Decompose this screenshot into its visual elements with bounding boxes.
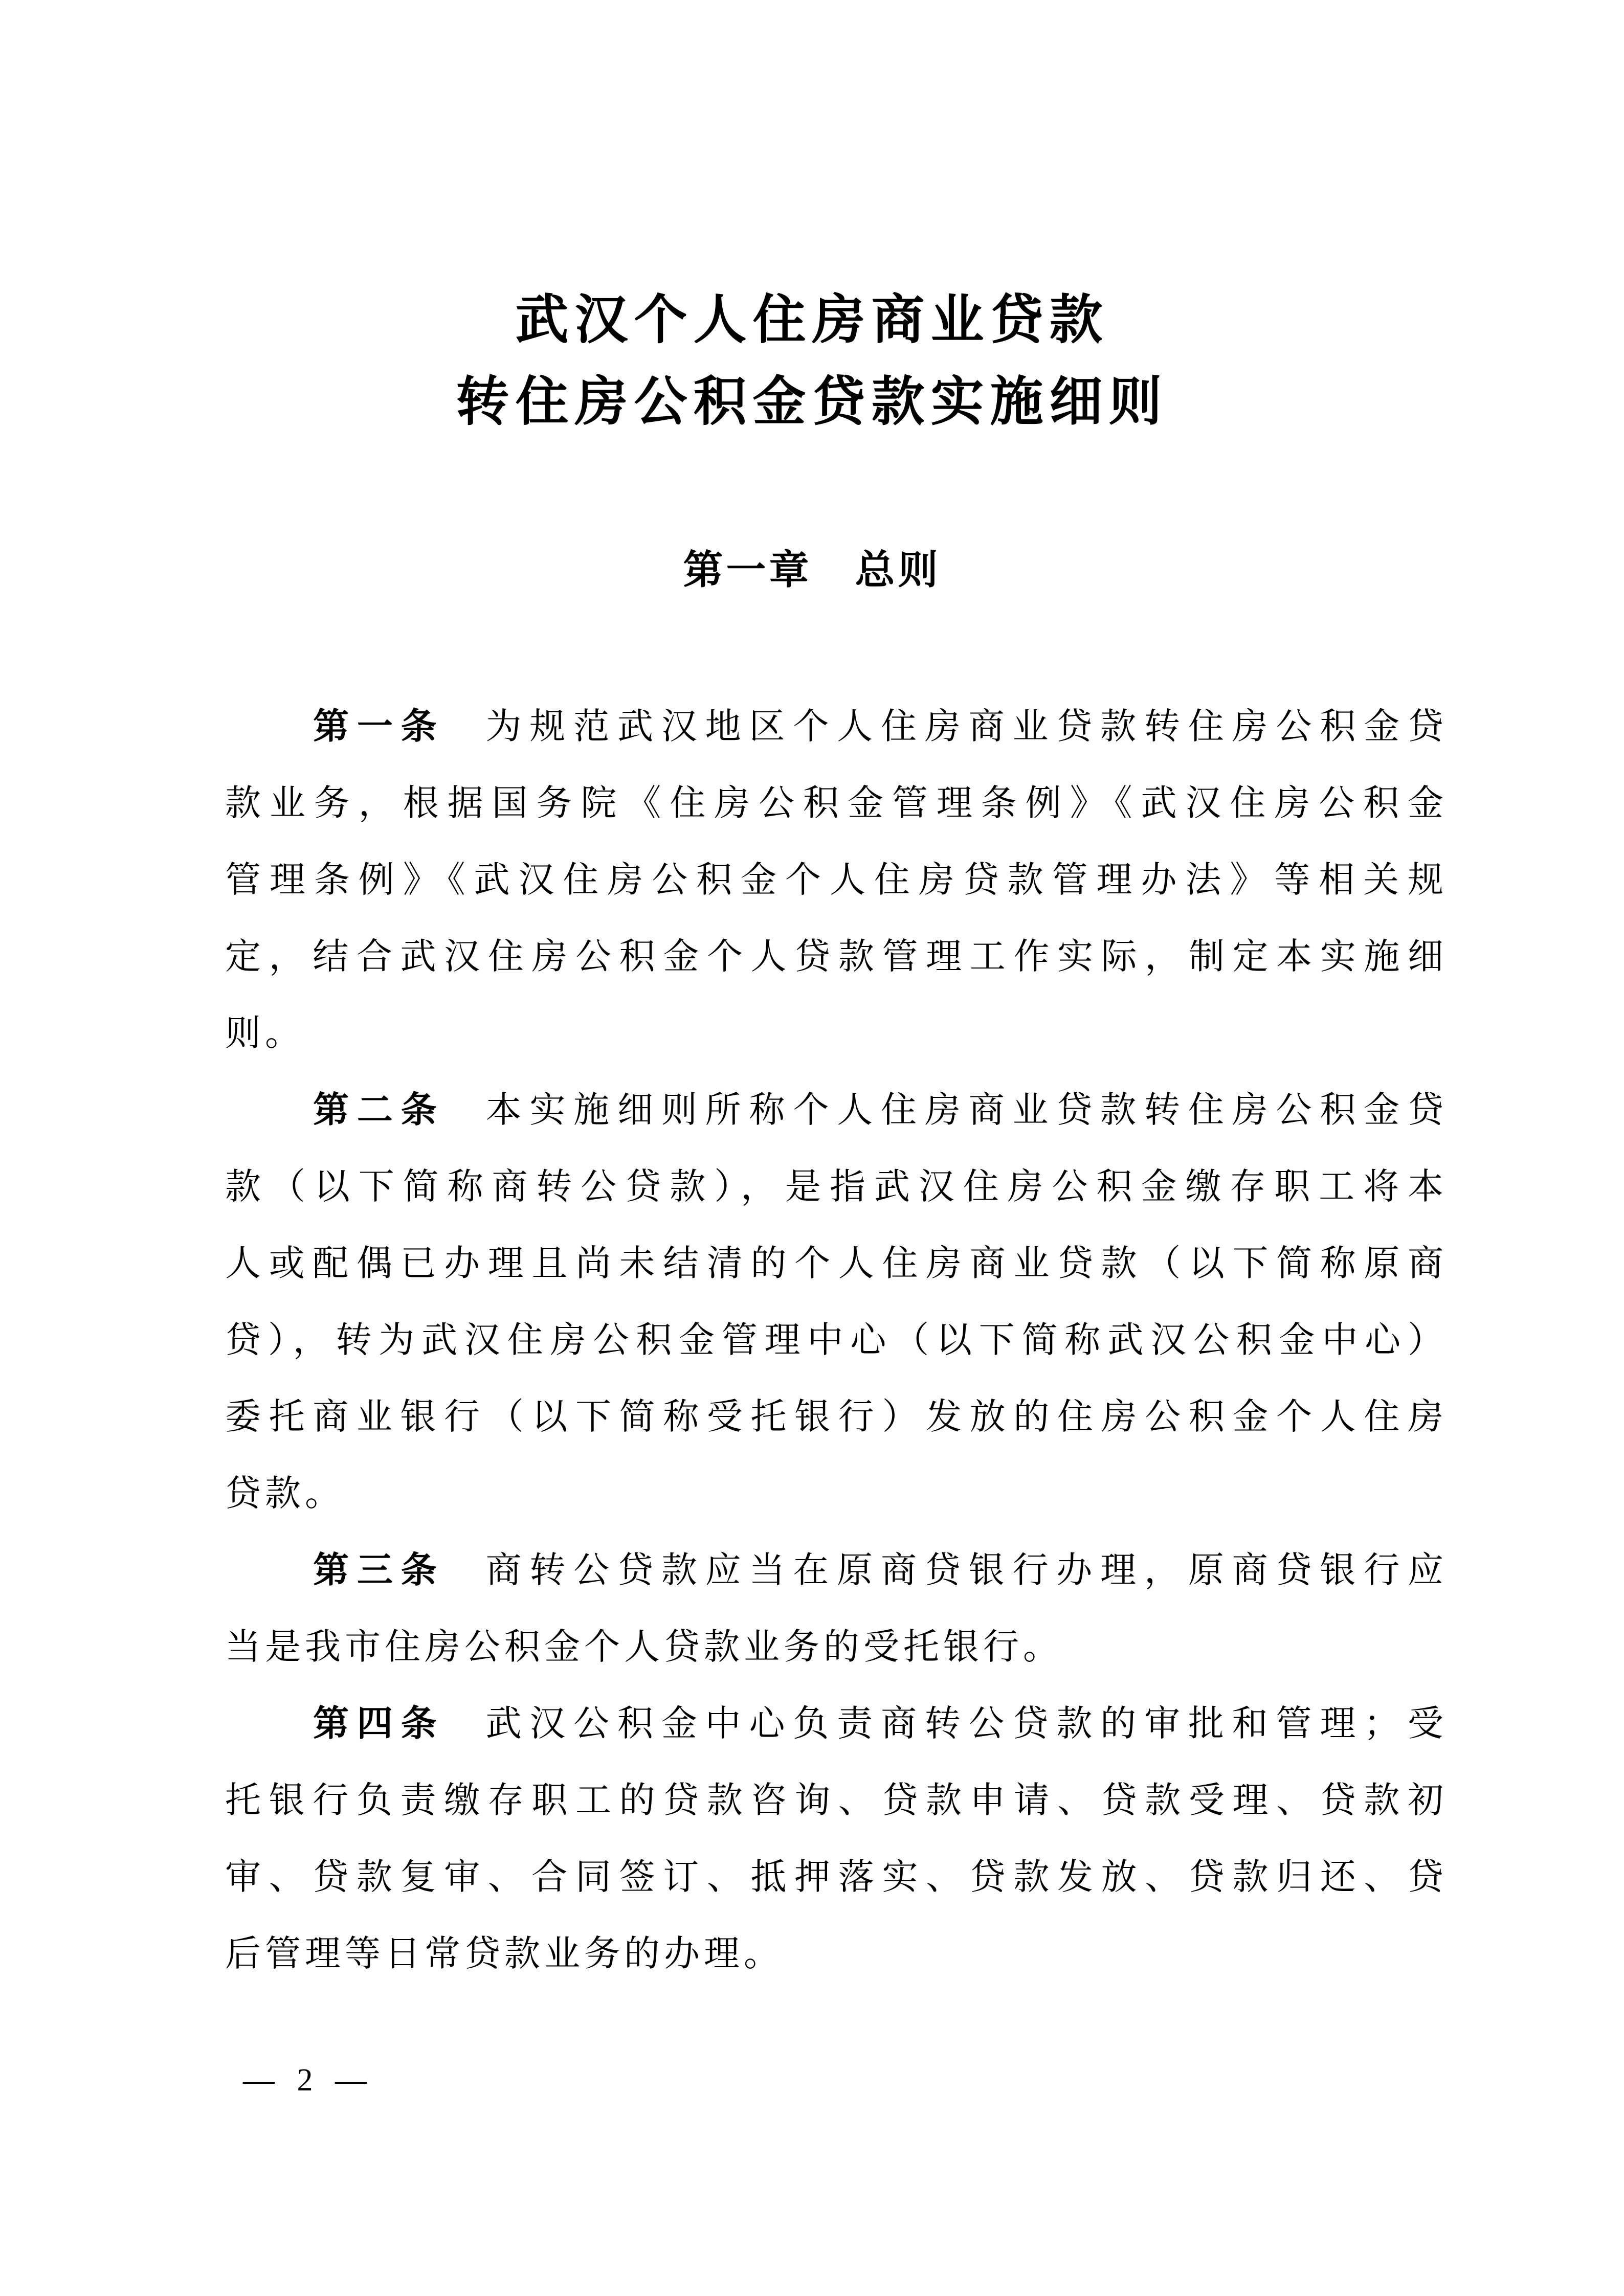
paragraph-line: 委托商业银行（以下简称受托银行）发放的住房公积金个人住房 bbox=[225, 1395, 1448, 1437]
paragraph-line-text: 为规范武汉地区个人住房商业贷款转住房公积金贷 bbox=[485, 705, 1448, 747]
paragraph-line: 贷款。 bbox=[225, 1472, 345, 1514]
article-number: 第二条 bbox=[313, 1089, 445, 1131]
document-title bbox=[0, 279, 1624, 442]
article-4 bbox=[225, 1685, 1448, 1992]
paragraph-line: 当是我市住房公积金个人贷款业务的受托银行。 bbox=[225, 1626, 1063, 1668]
article-number: 第三条 bbox=[313, 1549, 445, 1591]
paragraph-line bbox=[225, 688, 1448, 764]
paragraph-line bbox=[225, 1685, 1448, 1762]
paragraph-line-text: 本实施细则所称个人住房商业贷款转住房公积金贷 bbox=[485, 1089, 1448, 1131]
page-number-footer: — 2 — bbox=[243, 2063, 374, 2098]
paragraph-line: 审、贷款复审、合同签订、抵押落实、贷款发放、贷款归还、贷 bbox=[225, 1856, 1448, 1898]
article-3 bbox=[225, 1532, 1448, 1685]
paragraph-line: 款（以下简称商转公贷款），是指武汉住房公积金缴存职工将本 bbox=[225, 1165, 1448, 1207]
paragraph-line: 人或配偶已办理且尚未结清的个人住房商业贷款（以下简称原商 bbox=[225, 1242, 1448, 1284]
paragraph-line-text: 商转公贷款应当在原商贷银行办理，原商贷银行应 bbox=[485, 1549, 1448, 1591]
paragraph-line: 定，结合武汉住房公积金个人贷款管理工作实际，制定本实施细 bbox=[225, 935, 1448, 977]
paragraph-line: 管理条例》《武汉住房公积金个人住房贷款管理办法》等相关规 bbox=[225, 859, 1448, 901]
paragraph-line-text: 武汉公积金中心负责商转公贷款的审批和管理；受 bbox=[485, 1702, 1448, 1744]
paragraph-line bbox=[225, 1071, 1448, 1148]
chapter-heading: 第一章 总则 bbox=[683, 547, 941, 593]
paragraph-line: 则。 bbox=[225, 1012, 305, 1054]
paragraph-line: 款业务，根据国务院《住房公积金管理条例》《武汉住房公积金 bbox=[225, 782, 1448, 824]
document-body bbox=[225, 688, 1448, 1992]
article-1 bbox=[225, 688, 1448, 1071]
paragraph-line: 后管理等日常贷款业务的办理。 bbox=[225, 1932, 784, 1974]
document-title-line-2: 转住房公积金贷款实施细则 bbox=[456, 370, 1168, 433]
article-2 bbox=[225, 1071, 1448, 1532]
article-number: 第四条 bbox=[313, 1702, 445, 1744]
paragraph-line bbox=[225, 1532, 1448, 1608]
article-number: 第一条 bbox=[313, 705, 445, 747]
paragraph-line: 托银行负责缴存职工的贷款咨询、贷款申请、贷款受理、贷款初 bbox=[225, 1779, 1448, 1821]
document-title-line-1: 武汉个人住房商业贷款 bbox=[515, 288, 1109, 351]
paragraph-line: 贷），转为武汉住房公积金管理中心（以下简称武汉公积金中心） bbox=[225, 1319, 1448, 1361]
